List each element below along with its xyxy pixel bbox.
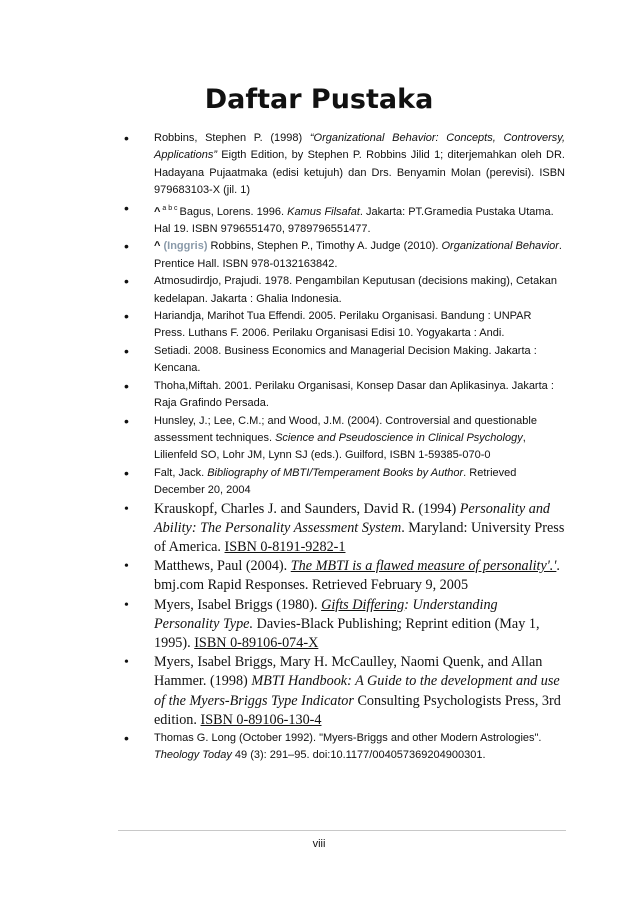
bullet-icon: • xyxy=(124,412,129,429)
reference-text-segment[interactable]: a b c xyxy=(160,204,180,212)
reference-item xyxy=(120,653,565,730)
reference-text-segment: . Prentice Hall. ISBN 978-0132163842. xyxy=(154,240,562,270)
reference-text-segment: Bibliography of MBTI/Temperament Books by Author xyxy=(207,466,464,479)
reference-text-segment: Science and Pseudoscience in Clinical Psychology xyxy=(275,431,523,444)
reference-text-segment: : Understanding Personality Type. xyxy=(154,596,498,632)
reference-text-segment: . bmj.com Rapid Responses. Retrieved February 9, 2005 xyxy=(154,558,560,594)
reference-text-segment: Hunsley, J.; Lee, C.M.; and Wood, J.M. (2004). Controversial and questionable assessment techniques. xyxy=(154,414,537,444)
bullet-icon: • xyxy=(124,597,129,613)
footer-divider xyxy=(118,830,566,831)
reference-text-segment: Matthews, Paul (2004). xyxy=(154,558,291,575)
reference-text-segment[interactable]: Gifts Differing xyxy=(321,596,405,613)
reference-text-segment: . Maryland: University Press of America. xyxy=(154,519,565,555)
reference-text-segment: “Organizational Behavior: Concepts, Controversy, Applications” xyxy=(154,132,565,162)
reference-item xyxy=(120,596,565,654)
reference-text-segment: 49 (3): 291–95. doi:10.1177/004057369204900301. xyxy=(231,749,486,762)
bullet-icon: • xyxy=(124,238,129,255)
reference-text-segment: Myers, Isabel Briggs (1980). xyxy=(154,596,322,613)
reference-text-segment: . Retrieved December 20, 2004 xyxy=(154,466,517,497)
reference-text-segment: Organizational Behavior xyxy=(441,240,559,253)
reference-item xyxy=(120,273,565,308)
bullet-icon: • xyxy=(124,464,129,481)
bullet-icon: • xyxy=(124,130,129,146)
reference-text-segment: Personality and Ability: The Personality Assessment System xyxy=(154,500,551,536)
bullet-icon: • xyxy=(124,199,129,216)
reference-text-segment[interactable]: (Inggris) xyxy=(160,240,208,253)
reference-text-segment[interactable]: The MBTI is a flawed measure of personality'.' xyxy=(290,558,557,575)
page-number: viii xyxy=(312,838,326,850)
reference-item xyxy=(120,413,565,465)
bullet-icon: • xyxy=(124,729,129,746)
reference-item xyxy=(120,557,565,595)
page-title: Daftar Pustaka xyxy=(204,84,434,115)
reference-text-segment: Thoha,Miftah. 2001. Perilaku Organisasi, Konsep Dasar dan Aplikasinya. Jakarta : Raja Grafindo Persada. xyxy=(154,379,554,410)
reference-text-segment: Kamus Filsafat xyxy=(287,205,360,218)
reference-text-segment[interactable]: ISBN 0-89106-130-4 xyxy=(200,711,322,728)
bullet-icon: • xyxy=(124,273,129,290)
reference-list xyxy=(120,130,565,765)
reference-text-segment: Myers, Isabel Briggs, Mary H. McCaulley, Naomi Quenk, and Allan Hammer. (1998) xyxy=(154,654,543,690)
reference-text-segment: Falt, Jack. xyxy=(154,466,208,479)
reference-text-segment: , Lilienfeld SO, Lohr JM, Lynn SJ (eds.). Guilford, ISBN 1-59385-070-0 xyxy=(154,431,526,462)
reference-item xyxy=(120,130,565,200)
reference-text-segment: MBTI Handbook: A Guide to the development and use of the Myers-Briggs Type Indicator xyxy=(154,673,560,709)
bullet-icon: • xyxy=(124,308,129,325)
reference-text-segment: Eigth Edition, by Stephen P. Robbins Jilid 1; diterjemahkan oleh DR. Hadayana Pujaatmaka (edisi ketujuh) dan Drs. Benyamin Molan (perevisi). ISBN 979683103-X (jil. 1) xyxy=(154,149,565,197)
reference-item xyxy=(120,343,565,378)
reference-text-segment: ^ xyxy=(154,205,161,218)
bullet-icon: • xyxy=(124,655,129,671)
reference-text-segment: ^ xyxy=(154,240,161,253)
reference-text-segment[interactable]: ISBN 0-89106-074-X xyxy=(194,634,319,651)
reference-item xyxy=(120,238,565,273)
reference-text-segment: Bagus, Lorens. 1996. xyxy=(179,205,288,218)
reference-item xyxy=(120,500,565,558)
reference-text-segment: Thomas G. Long (October 1992). "Myers-Briggs and other Modern Astrologies". xyxy=(154,731,542,744)
reference-text-segment: Davies-Black Publishing; Reprint edition (May 1, 1995). xyxy=(154,615,540,651)
reference-item xyxy=(120,200,565,239)
reference-text-segment: Atmosudirdjo, Prajudi. 1978. Pengambilan Keputusan (decisions making), Cetakan kedelapan. Jakarta : Ghalia Indonesia. xyxy=(154,275,557,305)
bullet-icon: • xyxy=(124,501,129,517)
reference-text-segment: Theology Today xyxy=(154,749,232,762)
reference-text-segment[interactable]: ISBN 0-8191-9282-1 xyxy=(224,538,346,555)
reference-text-segment: . Jakarta: PT.Gramedia Pustaka Utama. Hal 19. ISBN 9796551470, 9789796551477. xyxy=(154,205,554,236)
bullet-icon: • xyxy=(124,342,129,359)
reference-text-segment: Krauskopf, Charles J. and Saunders, David R. (1994) xyxy=(154,500,460,517)
reference-item xyxy=(120,308,565,343)
reference-text-segment: Setiadi. 2008. Business Economics and Managerial Decision Making. Jakarta : Kencana. xyxy=(154,344,537,375)
reference-text-segment: Robbins, Stephen P. (1998) xyxy=(154,132,310,144)
reference-text-segment: Hariandja, Marihot Tua Effendi. 2005. Perilaku Organisasi. Bandung : UNPAR Press. Luthans F. 2006. Perilaku Organisasi Edisi 10. Yogyakarta : Andi. xyxy=(154,310,532,340)
reference-item xyxy=(120,378,565,413)
reference-text-segment: Robbins, Stephen P., Timothy A. Judge (2010). xyxy=(207,240,442,253)
reference-item xyxy=(120,465,565,500)
bullet-icon: • xyxy=(124,559,129,575)
reference-text-segment: Consulting Psychologists Press, 3rd edition. xyxy=(154,692,561,728)
bullet-icon: • xyxy=(124,377,129,394)
reference-item xyxy=(120,730,565,765)
